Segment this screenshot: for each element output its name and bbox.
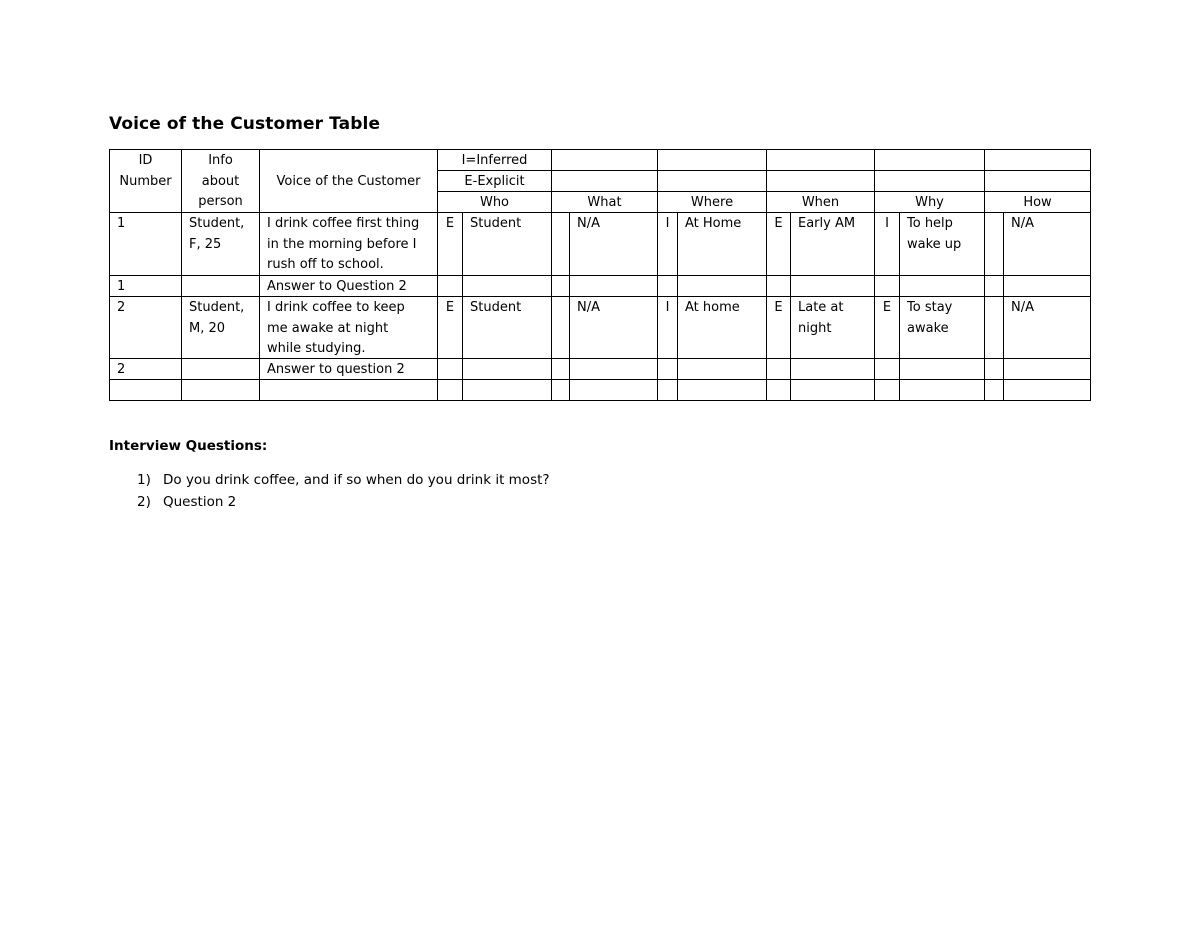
why-code-cell bbox=[874, 275, 900, 297]
when-cell: Early AM bbox=[790, 212, 875, 276]
info-about-person-header: Info about person bbox=[181, 149, 260, 213]
who-code-cell: E bbox=[437, 212, 463, 276]
why-code-cell: E bbox=[874, 296, 900, 359]
why-code-cell bbox=[874, 358, 900, 380]
when-header: When bbox=[766, 191, 875, 213]
why-cell: To stay awake bbox=[899, 296, 985, 359]
where-code-cell bbox=[657, 379, 678, 401]
what-cell bbox=[569, 275, 658, 297]
header-blank-cell bbox=[551, 149, 658, 171]
who-code-cell bbox=[437, 358, 463, 380]
what-cell bbox=[569, 358, 658, 380]
what-code-cell bbox=[551, 212, 570, 276]
how-cell bbox=[1003, 379, 1091, 401]
document-title: Voice of the Customer Table bbox=[109, 114, 381, 134]
when-cell bbox=[790, 379, 875, 401]
voice-of-customer-cell: I drink coffee to keep me awake at night while studying. bbox=[259, 296, 438, 359]
voice-of-customer-cell: Answer to Question 2 bbox=[259, 275, 438, 297]
what-code-cell bbox=[551, 358, 570, 380]
how-code-cell bbox=[984, 379, 1004, 401]
what-cell: N/A bbox=[569, 296, 658, 359]
header-blank-cell bbox=[874, 170, 985, 192]
who-cell bbox=[462, 358, 552, 380]
why-cell: To help wake up bbox=[899, 212, 985, 276]
how-cell: N/A bbox=[1003, 296, 1091, 359]
why-cell bbox=[899, 275, 985, 297]
why-code-cell bbox=[874, 379, 900, 401]
id-number-cell: 1 bbox=[109, 275, 182, 297]
how-code-cell bbox=[984, 296, 1004, 359]
id-number-cell: 1 bbox=[109, 212, 182, 276]
header-blank-cell bbox=[657, 170, 767, 192]
who-code-cell: E bbox=[437, 296, 463, 359]
why-cell bbox=[899, 379, 985, 401]
when-cell bbox=[790, 275, 875, 297]
who-cell: Student bbox=[462, 296, 552, 359]
inferred-legend: I=Inferred bbox=[437, 149, 552, 171]
when-code-cell bbox=[766, 379, 791, 401]
where-code-cell: I bbox=[657, 296, 678, 359]
why-code-cell: I bbox=[874, 212, 900, 276]
voice-of-customer-cell bbox=[259, 379, 438, 401]
when-code-cell: E bbox=[766, 296, 791, 359]
when-code-cell bbox=[766, 275, 791, 297]
info-about-person-cell bbox=[181, 275, 260, 297]
voice-of-customer-cell: Answer to question 2 bbox=[259, 358, 438, 380]
id-number-cell: 2 bbox=[109, 296, 182, 359]
where-cell: At Home bbox=[677, 212, 767, 276]
voice-of-customer-cell: I drink coffee first thing in the morning before I rush off to school. bbox=[259, 212, 438, 276]
id-number-cell: 2 bbox=[109, 358, 182, 380]
header-blank-cell bbox=[551, 170, 658, 192]
where-cell bbox=[677, 358, 767, 380]
who-cell bbox=[462, 379, 552, 401]
what-cell bbox=[569, 379, 658, 401]
voice-of-customer-header: Voice of the Customer bbox=[259, 149, 438, 213]
id-number-header: ID Number bbox=[109, 149, 182, 213]
how-header: How bbox=[984, 191, 1091, 213]
question-text: Question 2 bbox=[163, 494, 237, 510]
how-cell: N/A bbox=[1003, 212, 1091, 276]
how-cell bbox=[1003, 275, 1091, 297]
header-blank-cell bbox=[984, 149, 1091, 171]
who-cell bbox=[462, 275, 552, 297]
when-cell: Late at night bbox=[790, 296, 875, 359]
how-code-cell bbox=[984, 212, 1004, 276]
where-code-cell: I bbox=[657, 212, 678, 276]
info-about-person-cell: Student, M, 20 bbox=[181, 296, 260, 359]
who-cell: Student bbox=[462, 212, 552, 276]
why-cell bbox=[899, 358, 985, 380]
when-cell bbox=[790, 358, 875, 380]
who-code-cell bbox=[437, 275, 463, 297]
how-cell bbox=[1003, 358, 1091, 380]
question-number: 1) bbox=[137, 472, 151, 488]
what-code-cell bbox=[551, 275, 570, 297]
when-code-cell: E bbox=[766, 212, 791, 276]
id-number-cell bbox=[109, 379, 182, 401]
interview-questions-heading: Interview Questions: bbox=[109, 438, 268, 454]
header-blank-cell bbox=[766, 149, 875, 171]
when-code-cell bbox=[766, 358, 791, 380]
header-blank-cell bbox=[874, 149, 985, 171]
why-header: Why bbox=[874, 191, 985, 213]
question-text: Do you drink coffee, and if so when do you drink it most? bbox=[163, 472, 550, 488]
where-header: Where bbox=[657, 191, 767, 213]
what-code-cell bbox=[551, 296, 570, 359]
what-cell: N/A bbox=[569, 212, 658, 276]
info-about-person-cell: Student, F, 25 bbox=[181, 212, 260, 276]
where-code-cell bbox=[657, 358, 678, 380]
info-about-person-cell bbox=[181, 358, 260, 380]
question-number: 2) bbox=[137, 494, 151, 510]
who-code-cell bbox=[437, 379, 463, 401]
where-cell bbox=[677, 379, 767, 401]
where-cell: At home bbox=[677, 296, 767, 359]
header-blank-cell bbox=[984, 170, 1091, 192]
header-blank-cell bbox=[657, 149, 767, 171]
what-code-cell bbox=[551, 379, 570, 401]
info-about-person-cell bbox=[181, 379, 260, 401]
how-code-cell bbox=[984, 358, 1004, 380]
how-code-cell bbox=[984, 275, 1004, 297]
who-header: Who bbox=[437, 191, 552, 213]
what-header: What bbox=[551, 191, 658, 213]
header-blank-cell bbox=[766, 170, 875, 192]
where-code-cell bbox=[657, 275, 678, 297]
explicit-legend: E-Explicit bbox=[437, 170, 552, 192]
where-cell bbox=[677, 275, 767, 297]
